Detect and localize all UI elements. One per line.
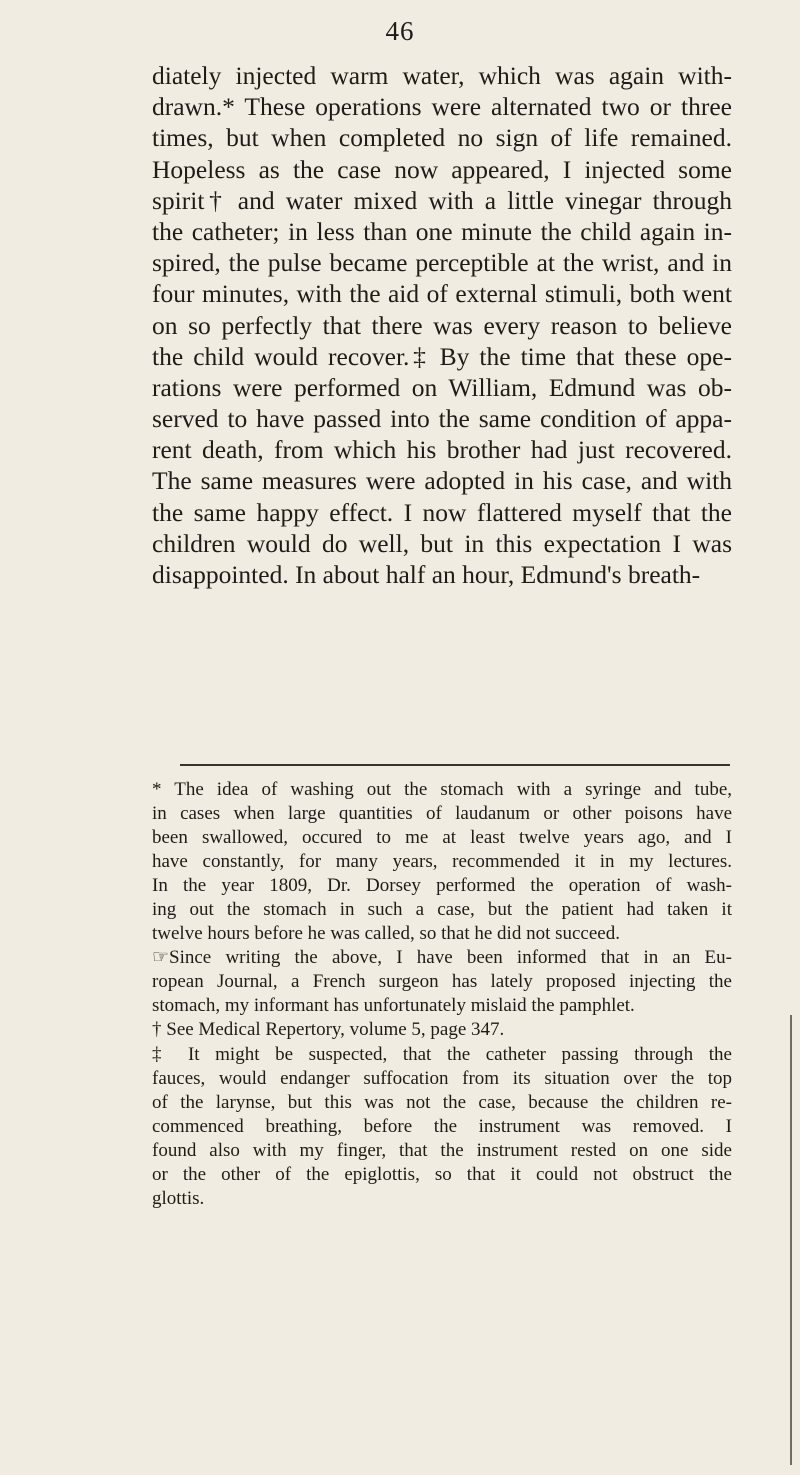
body-line: on so perfectly that there was every reason to believe (152, 310, 732, 340)
footnote-line: found also with my finger, that the instrument rested on one side (152, 1139, 732, 1161)
body-line: Hopeless as the case now appeared, I injected some (152, 154, 732, 184)
body-line: the catheter; in less than one minute the child again in- (152, 216, 732, 246)
footnote-line: have constantly, for many years, recommended it in my lectures. (152, 851, 732, 873)
body-line: rations were performed on William, Edmund was ob- (152, 372, 732, 402)
footnote-line: † See Medical Repertory, volume 5, page 347. (152, 1019, 505, 1041)
body-line: the child would recover.‡ By the time that these ope- (152, 341, 732, 371)
footnote-line: * The idea of washing out the stomach with a syringe and tube, (152, 779, 732, 800)
body-line: four minutes, with the aid of external stimuli, both went (152, 279, 732, 309)
footnote-line: ing out the stomach in such a case, but the patient had taken it (152, 899, 732, 921)
body-line: spirit† and water mixed with a little vinegar through (152, 185, 732, 215)
footnote-line: In the year 1809, Dr. Dorsey performed the operation of wash- (152, 875, 732, 897)
page-edge-shadow (790, 1015, 792, 1465)
footnote-line: ropean Journal, a French surgeon has lately proposed injecting the (152, 971, 732, 993)
footnote-line: or the other of the epiglottis, so that it could not obstruct the (152, 1163, 732, 1185)
body-line: times, but when completed no sign of life remained. (152, 123, 732, 153)
body-line: children would do well, but in this expectation I was (152, 528, 732, 558)
footnotes (152, 778, 732, 1211)
body-text (152, 60, 732, 590)
footnote-line: of the larynse, but this was not the case, because the children re- (152, 1091, 732, 1113)
footnote-line: twelve hours before he was called, so that he did not succeed. (152, 923, 620, 945)
footnote-line: stomach, my informant has unfortunately mislaid the pamphlet. (152, 995, 635, 1017)
footnote-line: ‡ It might be suspected, that the catheter passing through the (152, 1043, 732, 1065)
footnote-line: been swallowed, occured to me at least twelve years ago, and I (152, 827, 732, 849)
body-line: The same measures were adopted in his case, and with (152, 466, 732, 496)
footnote-divider (180, 764, 730, 766)
footnote-line: commenced breathing, before the instrument was removed. I (152, 1115, 732, 1137)
footnote-line: ☞Since writing the above, I have been informed that in an Eu- (152, 947, 732, 969)
body-line: the same happy effect. I now flattered myself that the (152, 497, 732, 527)
body-line: spired, the pulse became perceptible at the wrist, and in (152, 248, 732, 278)
footnote-line: glottis. (152, 1187, 205, 1209)
page-number: 46 (385, 16, 415, 46)
footnote-line: in cases when large quantities of laudanum or other poisons have (152, 803, 732, 825)
body-line: drawn.* These operations were alternated two or three (152, 92, 732, 122)
body-line: served to have passed into the same condition of appa- (152, 404, 732, 434)
footnote-line: fauces, would endanger suffocation from its situation over the top (152, 1067, 732, 1089)
body-line: diately injected warm water, which was again with- (152, 61, 732, 90)
body-line: rent death, from which his brother had just recovered. (152, 435, 732, 465)
body-line: disappointed. In about half an hour, Edmund's breath- (152, 560, 701, 589)
